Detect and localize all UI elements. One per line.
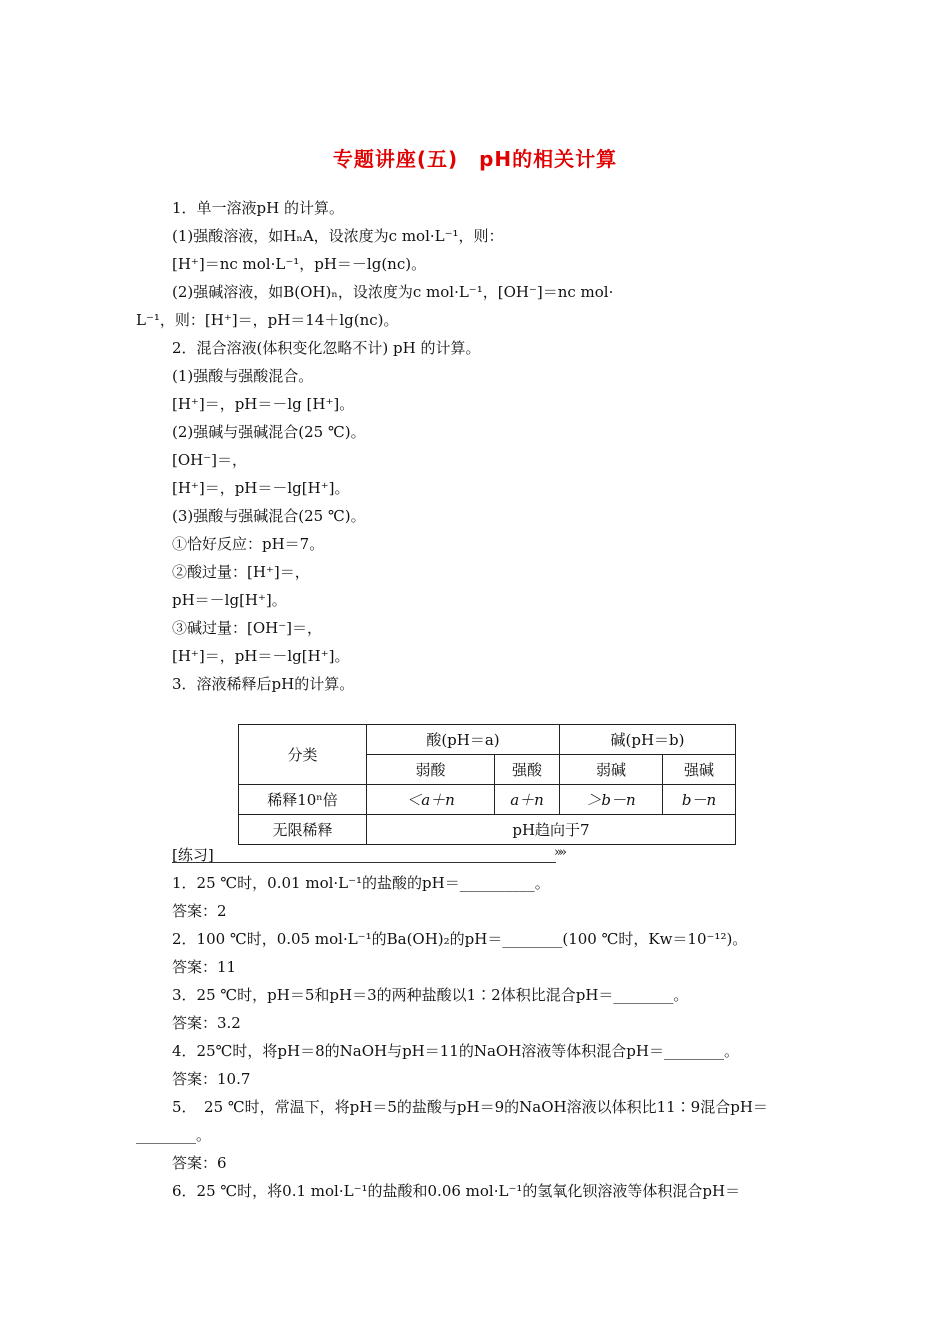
section-heading: 2．混合溶液(体积变化忽略不计) pH 的计算。	[172, 339, 481, 357]
section-heading: 1．单一溶液pH 的计算。	[172, 199, 344, 217]
text-line: ②酸过量：[H⁺]＝，	[172, 563, 310, 581]
exercise-question: 3．25 ℃时，pH＝5和pH＝3的两种盐酸以1∶2体积比混合pH＝________。	[172, 986, 689, 1004]
text-line: ③碱过量：[OH⁻]＝，	[172, 619, 323, 637]
table-header-weak-base: 弱碱	[560, 755, 663, 785]
text-line: (2)强碱溶液，如B(OH)ₙ，设浓度为c mol·L⁻¹，[OH⁻]＝nc mol·	[172, 283, 614, 301]
exercise-question-continued: ________。	[136, 1126, 212, 1144]
practice-divider	[172, 862, 556, 863]
table-header-strong-base: 强碱	[663, 755, 736, 785]
exercise-answer: 答案：2	[172, 902, 227, 920]
exercise-answer: 答案：6	[172, 1154, 227, 1172]
table-cell: a＋n	[495, 785, 560, 815]
table-row-label: 稀释10ⁿ倍	[239, 785, 367, 815]
text-line: [H⁺]＝，pH＝－lg[H⁺]。	[172, 647, 350, 665]
exercise-question: 4．25℃时，将pH＝8的NaOH与pH＝11的NaOH溶液等体积混合pH＝________。	[172, 1042, 739, 1060]
text-line: [OH⁻]＝，	[172, 451, 248, 469]
text-line: (1)强酸溶液，如HₙA，设浓度为c mol·L⁻¹，则：	[172, 227, 504, 245]
table-header-category: 分类	[239, 725, 367, 785]
text-line: (3)强酸与强碱混合(25 ℃)。	[172, 507, 366, 525]
practice-label: [练习]	[172, 846, 214, 864]
exercise-answer: 答案：3.2	[172, 1014, 241, 1032]
exercise-question: 5． 25 ℃时，常温下，将pH＝5的盐酸与pH＝9的NaOH溶液以体积比11∶9混合pH＝	[172, 1098, 768, 1116]
exercise-answer: 答案：11	[172, 958, 237, 976]
section-heading: 3．溶液稀释后pH的计算。	[172, 675, 355, 693]
chevron-right-icon: »»	[554, 845, 564, 860]
dilution-table	[238, 724, 736, 845]
table-header-strong-acid: 强酸	[495, 755, 560, 785]
text-line: [H⁺]＝，pH＝－lg[H⁺]。	[172, 479, 350, 497]
table-header-acid: 酸(pH＝a)	[367, 725, 560, 755]
table-header-base: 碱(pH＝b)	[560, 725, 736, 755]
text-line: (1)强酸与强酸混合。	[172, 367, 314, 385]
exercise-question: 2．100 ℃时，0.05 mol·L⁻¹的Ba(OH)₂的pH＝________(100 ℃时，Kw＝10⁻¹²)。	[172, 930, 748, 948]
exercise-question: 1．25 ℃时，0.01 mol·L⁻¹的盐酸的pH＝__________。	[172, 874, 550, 892]
table-cell: ＞b－n	[560, 785, 663, 815]
text-line: [H⁺]＝，pH＝－lg [H⁺]。	[172, 395, 355, 413]
table-header-weak-acid: 弱酸	[367, 755, 495, 785]
table-cell: b－n	[663, 785, 736, 815]
text-line: ①恰好反应：pH＝7。	[172, 535, 325, 553]
text-line: pH＝－lg[H⁺]。	[172, 591, 287, 609]
text-line: L⁻¹，则：[H⁺]＝，pH＝14＋lg(nc)。	[136, 311, 399, 329]
text-line: (2)强碱与强碱混合(25 ℃)。	[172, 423, 366, 441]
page-title: 专题讲座(五) pH的相关计算	[332, 147, 618, 171]
table-cell: pH趋向于7	[367, 815, 736, 845]
table-cell: ＜a＋n	[367, 785, 495, 815]
table-row-label: 无限稀释	[239, 815, 367, 845]
exercise-question: 6．25 ℃时，将0.1 mol·L⁻¹的盐酸和0.06 mol·L⁻¹的氢氧化钡溶液等体积混合pH＝	[172, 1182, 741, 1200]
text-line: [H⁺]＝nc mol·L⁻¹，pH＝－lg(nc)。	[172, 255, 427, 273]
exercise-answer: 答案：10.7	[172, 1070, 251, 1088]
